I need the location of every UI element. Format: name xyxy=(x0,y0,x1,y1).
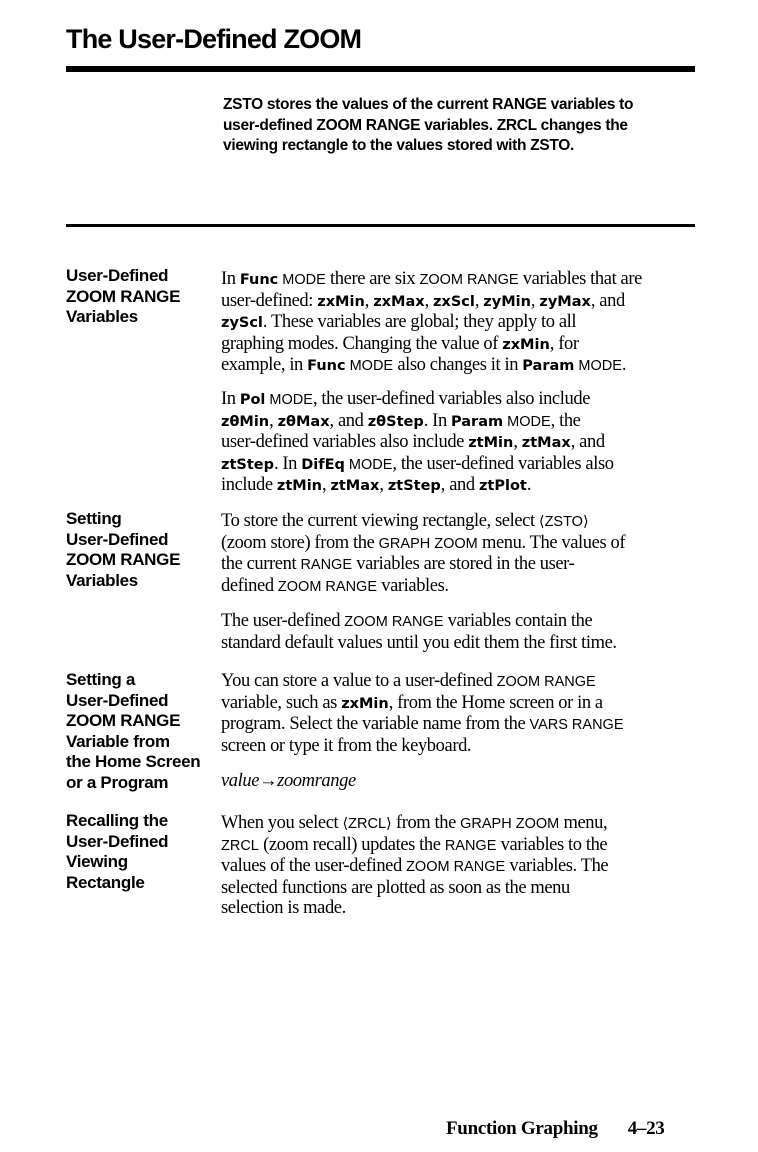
page-title: The User-Defined ZOOM xyxy=(66,24,362,54)
paragraph-zoom-range-variables: In Func MODE there are six ZOOM RANGE variables that are user-defined: zxMin, zxMax, zxScl, zyMin, zyMax, and zyScl. These variables are global; they apply to all graphing modes. Changing the value of zxMin, for example, in Func MODE also changes it in Param MODE. xyxy=(221,269,642,375)
paragraph-store-value: You can store a value to a user-defined ZOOM RANGE variable, such as zxMin, from the Home screen or in a program. Select the variable name from the VARS RANGE screen or type it from the keyboard. xyxy=(221,671,624,756)
section-rule xyxy=(66,224,695,227)
paragraph-default-values: The user-defined ZOOM RANGE variables contain the standard default values until you edit them the first time. xyxy=(221,611,617,653)
intro-text: ZSTO stores the values of the current RANGE variables to user-defined ZOOM RANGE variables. ZRCL changes the viewing rectangle to the values stored with ZSTO. xyxy=(223,96,634,154)
heading-recalling-viewing-rectangle: Recalling the User-Defined Viewing Rectangle xyxy=(66,811,169,892)
paragraph-pol-param-difeq-variables: In Pol MODE, the user-defined variables also include zθMin, zθMax, and zθStep. In Param MODE, the user-defined variables also include ztMin, ztMax, and ztStep. In DifEq MODE, the user-defined variables also include ztMin, ztMax, ztStep, and ztPlot. xyxy=(221,389,614,495)
paragraph-zsto: To store the current viewing rectangle, select ⟨ZSTO⟩ (zoom store) from the GRAPH ZOOM menu. The values of the current RANGE variables are stored in the user- defined ZOOM RANGE variables. xyxy=(221,511,626,596)
paragraph-zrcl: When you select ⟨ZRCL⟩ from the GRAPH ZOOM menu, ZRCL (zoom recall) updates the RANGE variables to the values of the user-defined ZOOM RANGE variables. The selected functions are plotted as soon as the menu selection is made. xyxy=(221,813,609,918)
footer-chapter: Function Graphing xyxy=(446,1118,598,1139)
title-rule xyxy=(66,66,695,72)
footer-page-number: 4–23 xyxy=(627,1118,665,1139)
heading-setting-variable-from-home-screen: Setting a User-Defined ZOOM RANGE Variable from the Home Screen or a Program xyxy=(66,670,201,792)
syntax-line: value→zoomrange xyxy=(221,771,356,791)
heading-setting-user-defined-variables: Setting User-Defined ZOOM RANGE Variables xyxy=(66,509,181,590)
page-footer xyxy=(446,1118,665,1140)
heading-user-defined-zoom-range-variables: User-Defined ZOOM RANGE Variables xyxy=(66,266,181,326)
